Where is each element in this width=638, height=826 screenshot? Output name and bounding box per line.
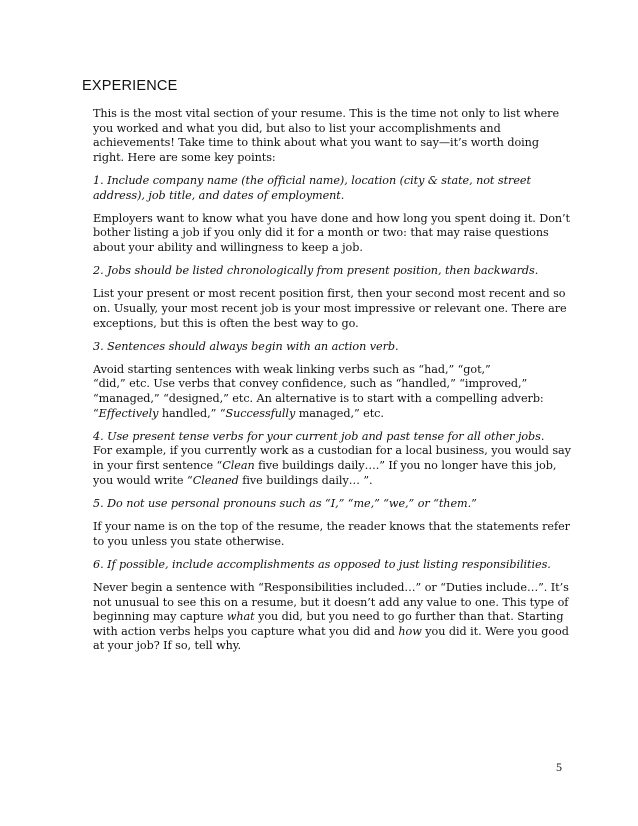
point-6-heading: 6. If possible, include accomplishments as opposed to just listing responsibilities.: [93, 557, 551, 571]
page-number: 5: [556, 760, 562, 774]
section-heading: EXPERIENCE: [82, 78, 178, 94]
point-4-heading: 4. Use present tense verbs for your current job and past tense for all other jobs.: [93, 429, 545, 443]
section-body: [93, 107, 573, 654]
point-1-heading: 1. Include company name (the official name), location (city & state, not street address), job title, and dates of employment.: [93, 173, 531, 202]
point-3-body: Avoid starting sentences with weak linking verbs such as “had,” “got,” “did,” etc. Use verbs that convey confidence, such as “handled,” “improved,” “managed,” “designed,” etc. An alternative is to start with a compelling adverb: “Effectively handled,” “Successfully managed,” etc.: [93, 362, 544, 420]
point-1-body: Employers want to know what you have done and how long you spent doing it. Don’t bother listing a job if you only did it for a month or two: that may raise questions about your ability and willingness to keep a job.: [93, 211, 570, 254]
point-3-heading: 3. Sentences should always begin with an action verb.: [93, 339, 399, 353]
point-2-body: List your present or most recent position first, then your second most recent and so on. Usually, your most recent job is your most impressive or relevant one. There are exceptions, but this is often the best way to go.: [93, 287, 567, 330]
intro-paragraph: This is the most vital section of your resume. This is the time not only to list where you worked and what you did, but also to list your accomplishments and achievements! Take time to think about what you want to say—it’s worth doing right. Here are some key points:: [93, 107, 560, 164]
point-5-body: If your name is on the top of the resume, the reader knows that the statements refer to you unless you state otherwise.: [93, 520, 570, 548]
point-5-heading: 5. Do not use personal pronouns such as “I,” “me,” “we,” or “them.”: [93, 496, 477, 510]
point-6-body: Never begin a sentence with “Responsibilities included…” or “Duties include…”. It’s not unusual to see this on a resume, but it doesn’t add any value to one. This type of beginning may capture what you did, but you need to go further than that. Starting with action verbs helps you capture what you did and how you did it. Were you good at your job? If so, tell why.: [93, 580, 569, 653]
point-2-heading: 2. Jobs should be listed chronologically from present position, then backwards.: [93, 264, 539, 278]
point-4-paragraph: 4. Use present tense verbs for your current job and past tense for all other jobs. For example, if you currently work as a custodian for a local business, you would say in your first sentence “Clean five buildings daily….” If you no longer have this job, you would write “Cleaned five buildings daily… ”.: [93, 429, 571, 487]
